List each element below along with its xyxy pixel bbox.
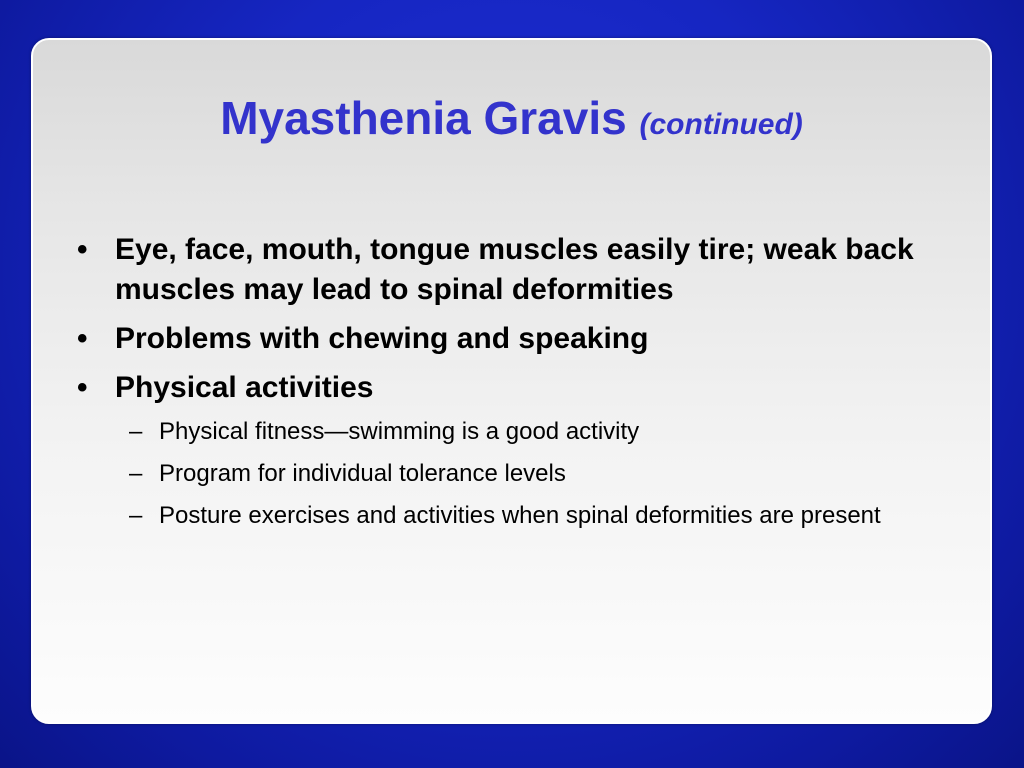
slide-title-main: Myasthenia Gravis [220,92,627,144]
bullet-marker: • [77,233,88,266]
sub-bullet-text: Program for individual tolerance levels [159,460,566,487]
sub-bullet-item [77,501,957,531]
sub-bullet-item [77,459,957,489]
sub-bullet-text: Physical fitness—swimming is a good activity [159,418,640,445]
sub-bullet-item [77,417,957,447]
sub-bullet-marker: – [129,418,143,445]
bullet-text: Eye, face, mouth, tongue muscles easily tire; weak back muscles may lead to spinal deformities [115,233,914,306]
sub-bullet-text: Posture exercises and activities when spinal deformities are present [159,502,881,529]
bullet-text: Problems with chewing and speaking [115,322,649,355]
bullet-item [77,230,957,310]
sub-bullet-marker: – [129,502,143,529]
bullet-marker: • [77,322,88,355]
slide-title [33,90,990,153]
slide-content [77,230,957,543]
slide-panel [31,38,992,724]
bullet-item [77,368,957,408]
bullet-text: Physical activities [115,371,374,404]
bullet-marker: • [77,371,88,404]
bullet-item [77,319,957,359]
slide-title-suffix: (continued) [639,108,803,141]
sub-bullet-marker: – [129,460,143,487]
